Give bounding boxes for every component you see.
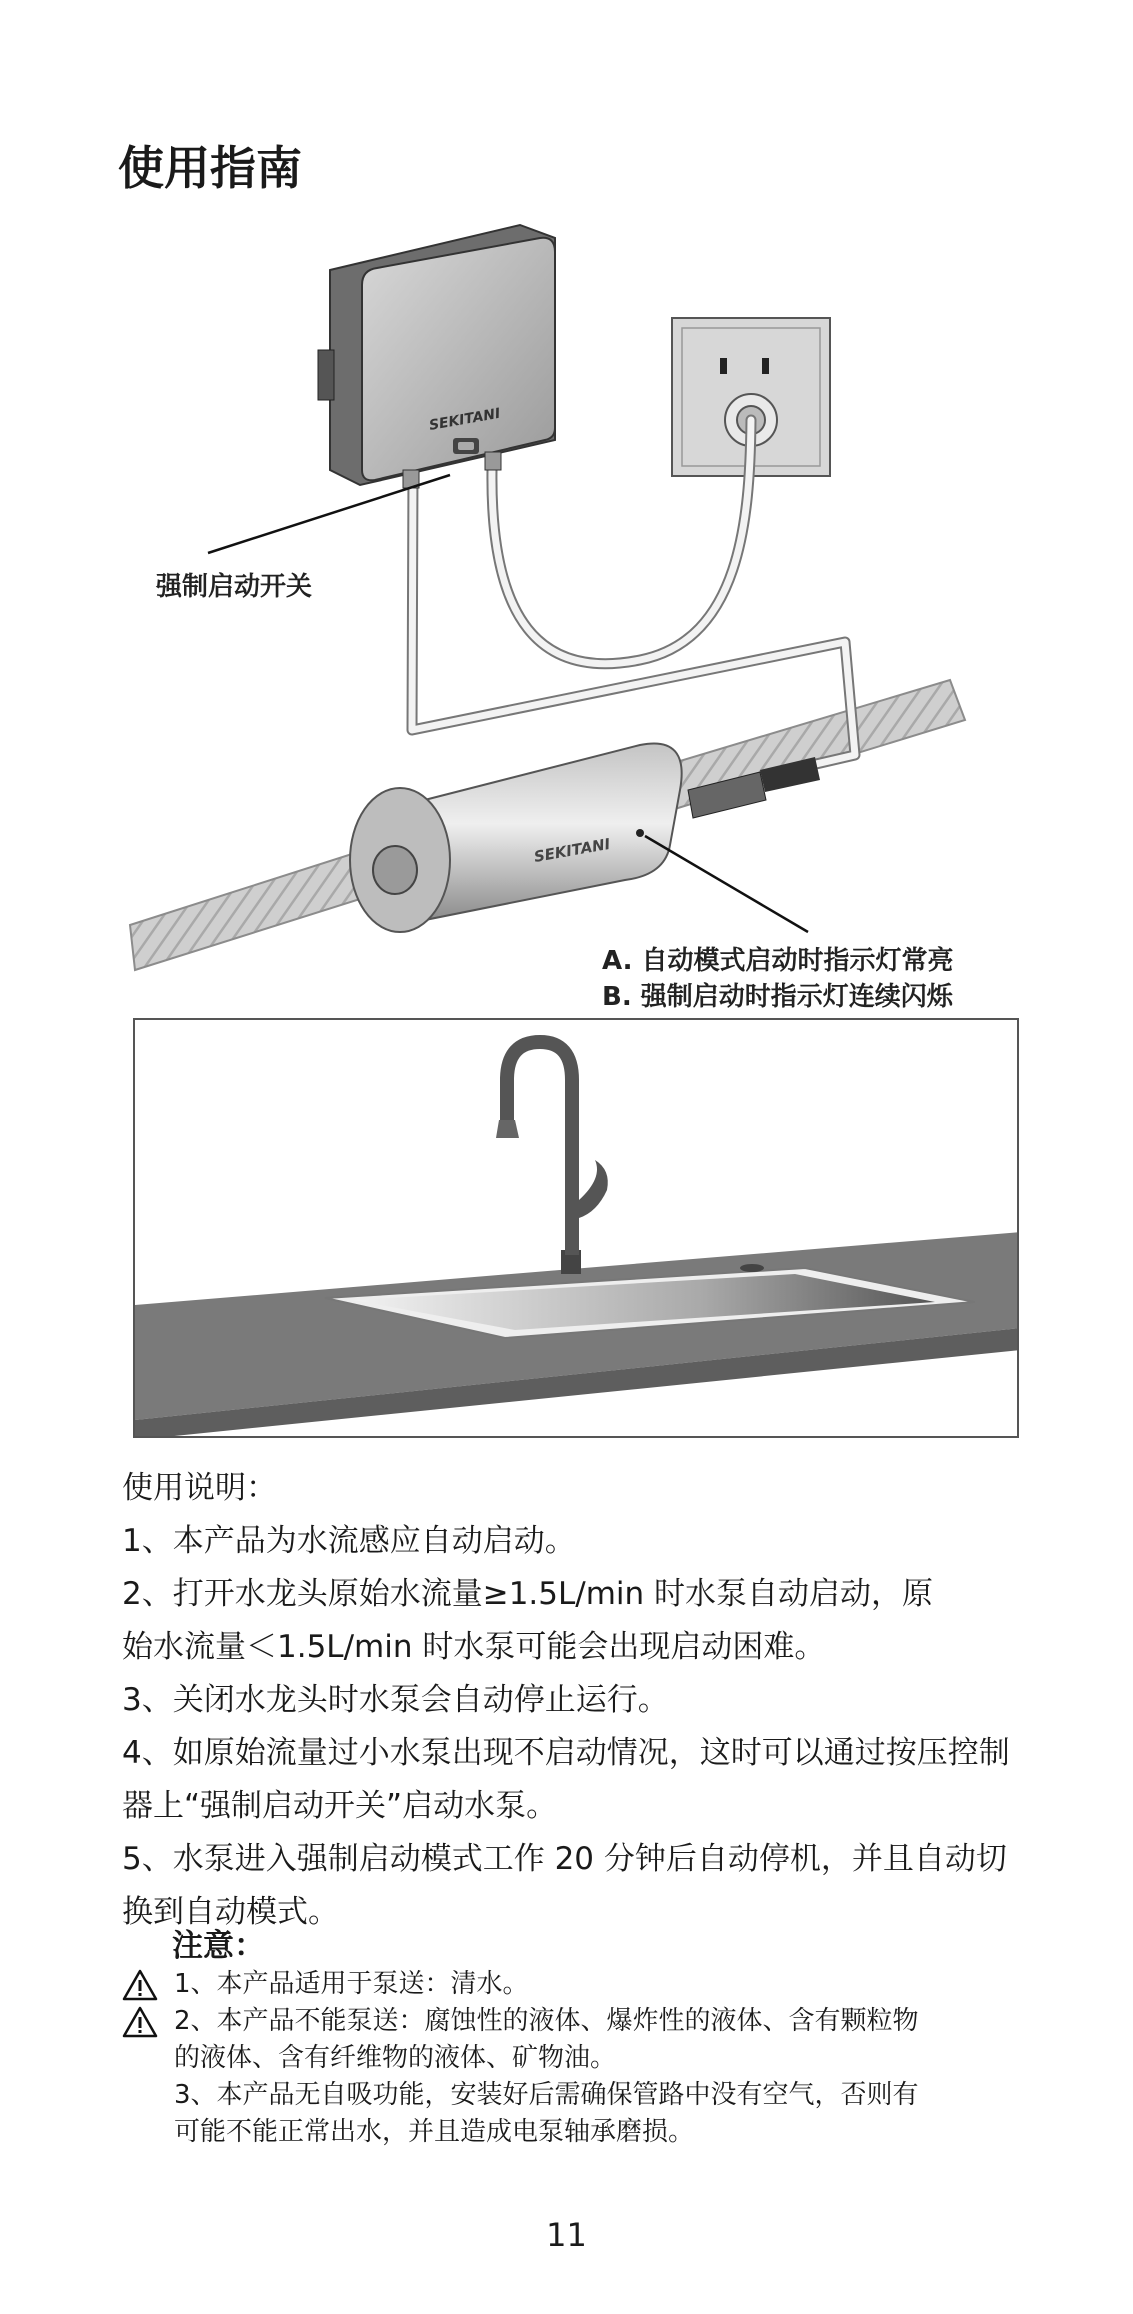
faucet [496,1042,608,1274]
sink-scene [135,1020,1019,1438]
sink-illustration [133,1018,1019,1438]
instructions [122,1462,1022,1939]
page-title: 使用指南 [118,141,302,195]
callout-force-switch: 强制启动开关 [156,572,313,602]
instruction-line: 器上“强制启动开关”启动水泵。 [122,1788,558,1824]
controller-box [318,225,555,488]
note-item [122,1966,1022,2003]
note-item [122,2003,1022,2040]
instruction-line: 5、水泵进入强制启动模式工作 20 分钟后自动停机，并且自动切 [122,1841,1007,1877]
warning-triangle-icon [122,2006,158,2038]
note-continuation: 的液体、含有纤维物的液体、矿物油。 [174,2043,617,2073]
note-text: 1、本产品适用于泵送：清水。 [174,1969,529,1999]
callout-auto-mode: A. 自动模式启动时指示灯常亮 [602,946,954,976]
instruction-line: 换到自动模式。 [122,1894,339,1930]
note-continuation: 可能不能正常出水，并且造成电泵轴承磨损。 [174,2117,695,2147]
instructions-heading: 使用说明： [122,1470,277,1506]
callout-line-indicator [645,836,808,932]
pump-brand: SEKITANI [532,834,612,866]
note-item: 3、本产品无自吸功能，安装好后需确保管路中没有空气，否则有 [174,2080,919,2110]
instruction-line: 2、打开水龙头原始水流量≥1.5L/min 时水泵自动启动，原 [122,1576,934,1612]
notes-title: 注意： [172,1928,265,1964]
warning-triangle-icon [122,1969,158,2001]
indicator-light [636,829,644,837]
instruction-line: 1、本产品为水流感应自动启动。 [122,1523,576,1559]
notes [122,1966,1022,2151]
instruction-line: 3、关闭水龙头时水泵会自动停止运行。 [122,1682,669,1718]
note-text: 2、本产品不能泵送：腐蚀性的液体、爆炸性的液体、含有颗粒物 [174,2006,919,2036]
controller-brand: SEKITANI [427,405,502,434]
instruction-line: 4、如原始流量过小水泵出现不启动情况，这时可以通过按压控制 [122,1735,1010,1771]
instruction-line: 始水流量＜1.5L/min 时水泵可能会出现启动困难。 [122,1629,826,1665]
callout-force-mode: B. 强制启动时指示灯连续闪烁 [602,982,953,1012]
page-number: 11 [546,2216,587,2254]
